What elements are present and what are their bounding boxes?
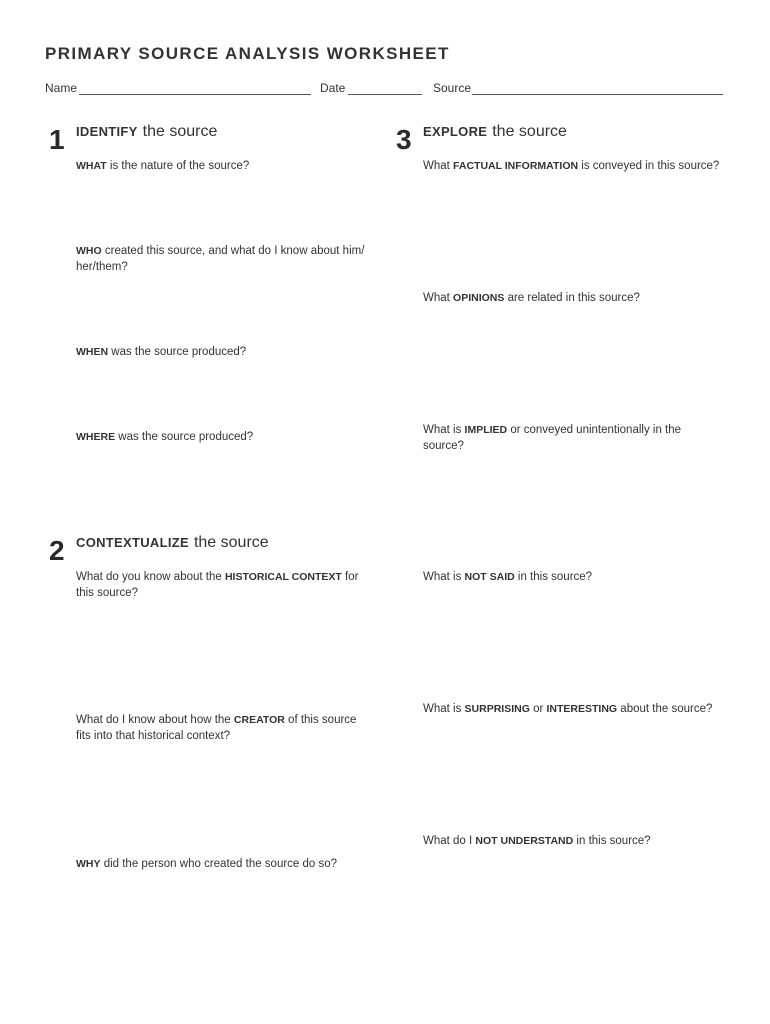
question-not-said: What is NOT SAID in this source?: [423, 571, 593, 583]
question-why: WHY did the person who created the source do so?: [76, 858, 338, 870]
source-line[interactable]: [472, 94, 723, 95]
section-3-number: 3: [396, 124, 412, 155]
date-line[interactable]: [348, 94, 422, 95]
worksheet-title: PRIMARY SOURCE ANALYSIS WORKSHEET: [45, 44, 450, 63]
question-historical-context: What do you know about the HISTORICAL CONTEXT for this source?: [76, 571, 359, 599]
name-label: Name: [45, 81, 78, 95]
section-3-heading: [423, 123, 567, 141]
section-1-heading-rest: the source: [142, 123, 218, 140]
question-factual-information: What FACTUAL INFORMATION is conveyed in this source?: [423, 160, 720, 172]
header-fields: [45, 81, 725, 97]
question-not-understand: What do I NOT UNDERSTAND in this source?: [423, 835, 651, 847]
section-2-heading: [76, 534, 269, 552]
section-2-keyword: CONTEXTUALIZE: [76, 535, 189, 550]
question-surprising-interesting: What is SURPRISING or INTERESTING about the source?: [423, 703, 713, 715]
section-3-heading-rest: the source: [492, 123, 567, 140]
section-2-number: 2: [49, 535, 65, 566]
section-1-keyword: IDENTIFY: [76, 124, 138, 139]
question-where: WHERE was the source produced?: [76, 431, 254, 443]
question-who: WHO created this source, and what do I know about him/ her/them?: [76, 245, 365, 273]
section-1-number: 1: [49, 124, 65, 155]
name-line[interactable]: [79, 94, 311, 95]
question-opinions: What OPINIONS are related in this source?: [423, 292, 640, 304]
source-label: Source: [433, 81, 472, 95]
section-2-heading-rest: the source: [193, 534, 269, 551]
question-creator: What do I know about how the CREATOR of this source fits into that historical context?: [76, 714, 357, 742]
question-what: WHAT is the nature of the source?: [76, 160, 250, 172]
section-3-keyword: EXPLORE: [423, 124, 488, 139]
question-implied: What is IMPLIED or conveyed unintentionally in the source?: [423, 424, 682, 452]
section-1-heading: [76, 123, 217, 141]
question-when: WHEN was the source produced?: [76, 346, 247, 358]
date-label: Date: [320, 81, 346, 95]
